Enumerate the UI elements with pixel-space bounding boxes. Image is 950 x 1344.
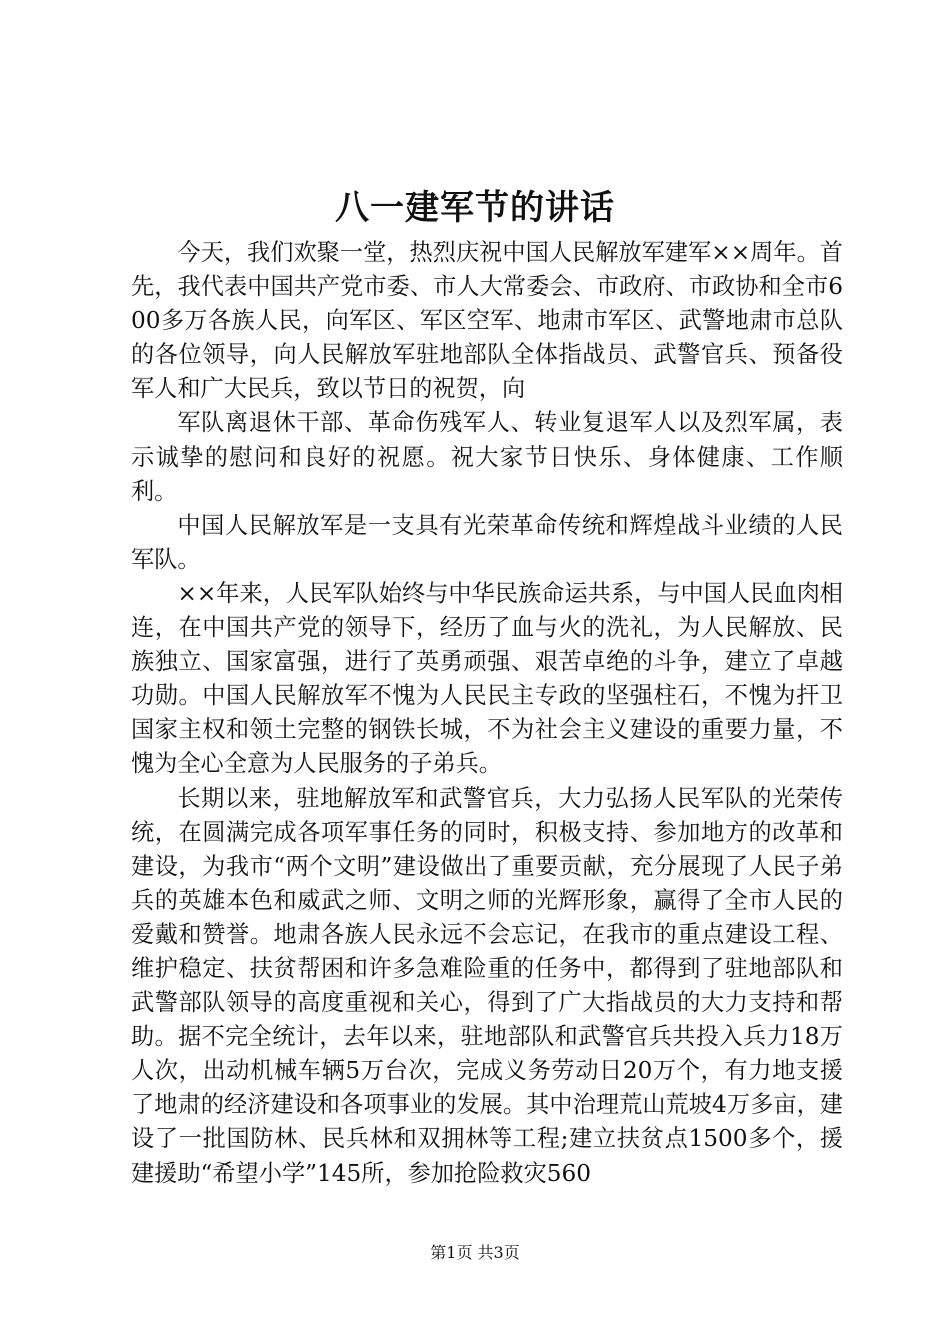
paragraph: ××年来，人民军队始终与中华民族命运共系，与中国人民血肉相连，在中国共产党的领导下，经历了血与火的洗礼，为人民解放、民族独立、国家富强，进行了英勇顽强、艰苦卓绝的斗争，建立了卓越功勋。中国人民解放军不愧为人民民主专政的坚强柱石，不愧为扞卫国家主权和领土完整的钢铁长城，不为社会主义建设的重要力量，不愧为全心全意为人民服务的子弟兵。 xyxy=(131,579,843,778)
document-body xyxy=(131,236,843,1191)
document-title: 八一建军节的讲话 xyxy=(335,188,615,228)
paragraph: 中国人民解放军是一支具有光荣革命传统和辉煌战斗业绩的人民军队。 xyxy=(131,511,843,573)
paragraph: 长期以来，驻地解放军和武警官兵，大力弘扬人民军队的光荣传统，在圆满完成各项军事任务的同时，积极支持、参加地方的改革和建设，为我市“两个文明”建设做出了重要贡献，充分展现了人民子弟兵的英雄本色和威武之师、文明之师的光辉形象，赢得了全市人民的爱戴和赞誉。地肃各族人民永远不会忘记，在我市的重点建设工程、维护稳定、扶贫帮困和许多急难险重的任务中，都得到了驻地部队和武警部队领导的高度重视和关心，得到了广大指战员的大力支持和帮助。据不完全统计，去年以来，驻地部队和武警官兵共投入兵力18万人次，出动机械车辆5万台次，完成义务劳动日20万个，有力地支援了地肃的经济建设和各项事业的发展。其中治理荒山荒坡4万多亩，建设了一批国防林、民兵林和双拥林等工程;建立扶贫点1500多个，援建援助“希望小学”145所，参加抢险救灾560 xyxy=(131,784,843,1187)
paragraph: 今天，我们欢聚一堂，热烈庆祝中国人民解放军建军××周年。首先，我代表中国共产党市委、市人大常委会、市政府、市政协和全市600多万各族人民，向军区、军区空军、地肃市军区、武警地肃市总队的各位领导，向人民解放军驻地部队全体指战员、武警官兵、预备役军人和广大民兵，致以节日的祝贺，向 xyxy=(131,239,843,403)
paragraph: 军队离退休干部、革命伤残军人、转业复退军人以及烈军属，表示诚挚的慰问和良好的祝愿。祝大家节日快乐、身体健康、工作顺利。 xyxy=(131,409,843,505)
page-number-footer: 第1页 共3页 xyxy=(430,1243,520,1262)
